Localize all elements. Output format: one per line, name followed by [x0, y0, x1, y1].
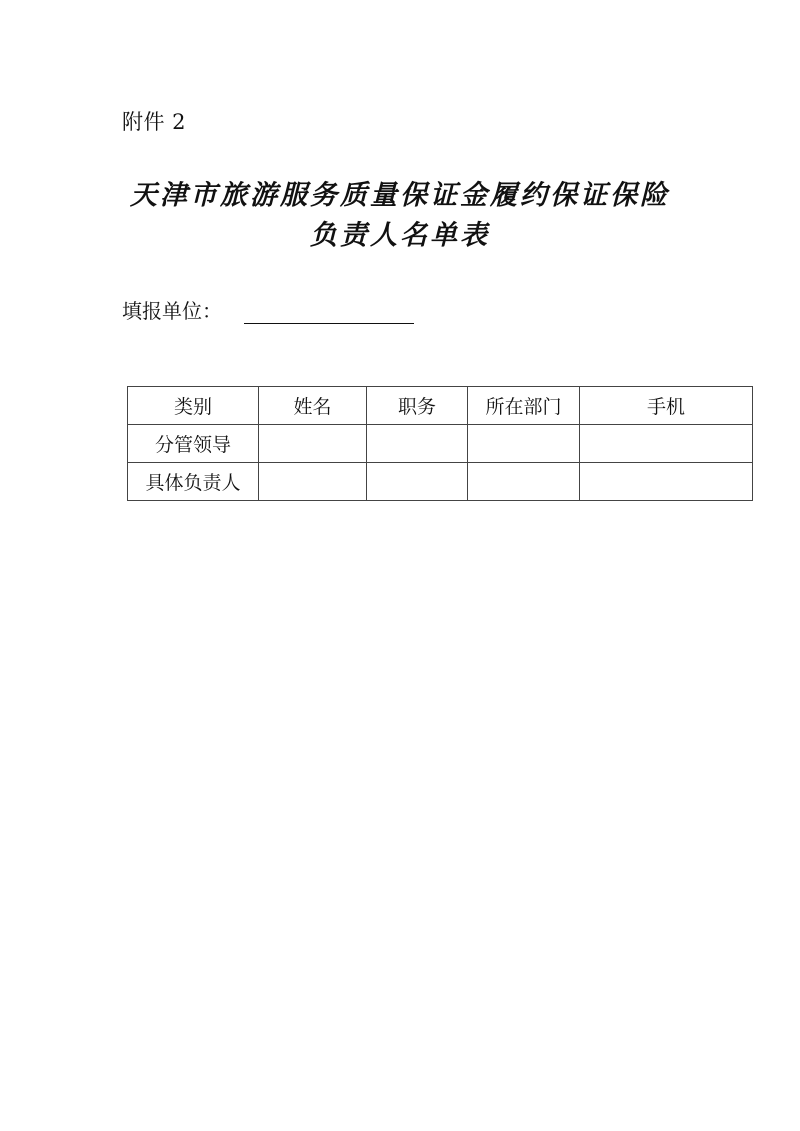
- table-header-row: [128, 387, 753, 425]
- header-category: 类别: [128, 387, 259, 425]
- reporting-unit-row: [122, 295, 414, 324]
- position-cell[interactable]: [367, 463, 468, 501]
- header-department: 所在部门: [468, 387, 580, 425]
- position-cell[interactable]: [367, 425, 468, 463]
- table-row: [128, 463, 753, 501]
- department-cell[interactable]: [468, 425, 580, 463]
- row-category-cell: 分管领导: [128, 425, 259, 463]
- name-cell[interactable]: [259, 463, 367, 501]
- mobile-cell[interactable]: [580, 463, 753, 501]
- attachment-label: 附件 2: [122, 110, 187, 134]
- header-name: 姓名: [259, 387, 367, 425]
- mobile-cell[interactable]: [580, 425, 753, 463]
- reporting-unit-label: 填报单位：: [122, 299, 222, 323]
- header-mobile: 手机: [580, 387, 753, 425]
- header-position: 职务: [367, 387, 468, 425]
- row-category-cell: 具体负责人: [128, 463, 259, 501]
- table-row: [128, 425, 753, 463]
- document-title: [0, 176, 800, 256]
- reporting-unit-field[interactable]: [244, 301, 414, 324]
- responsible-persons-table: [127, 386, 753, 501]
- name-cell[interactable]: [259, 425, 367, 463]
- department-cell[interactable]: [468, 463, 580, 501]
- title-line-1: 天津市旅游服务质量保证金履约保证保险: [130, 180, 670, 211]
- title-line-2: 负责人名单表: [310, 220, 490, 251]
